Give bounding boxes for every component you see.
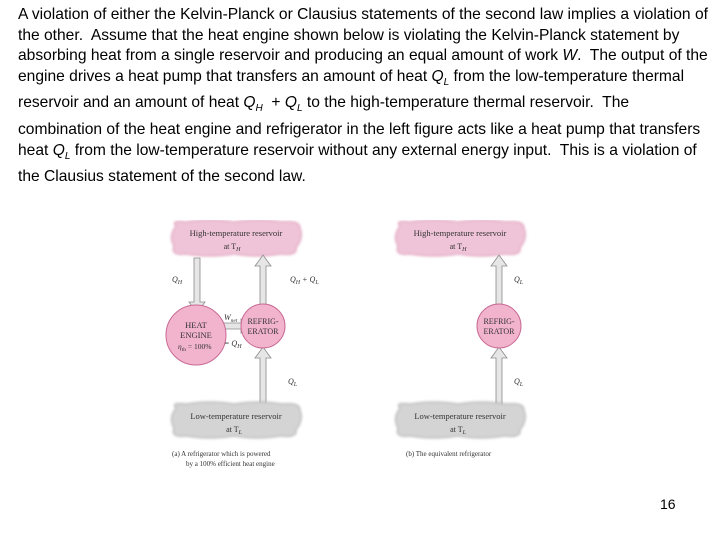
temp-text: at T	[449, 242, 463, 251]
figure-b	[395, 220, 525, 458]
symbol-subscript: L	[443, 76, 450, 88]
temp-subscript: L	[462, 430, 466, 436]
temp-subscript: L	[238, 430, 242, 436]
caption-a-line1: (a) A refrigerator which is powered	[172, 450, 271, 458]
q-sub: L	[519, 280, 524, 286]
text-run: . The output of the engine drives a heat pump that transfers an amount of heat	[18, 47, 713, 85]
label-eq-qh	[224, 339, 242, 350]
symbol-letter: Q	[243, 94, 256, 112]
arrow-qh-plus-ql-up	[255, 255, 271, 307]
symbol-QL	[431, 67, 450, 88]
eta-subscript: th	[181, 347, 187, 353]
arrow-ql-up-bottom-b	[491, 347, 507, 405]
refrigerator-b	[477, 304, 521, 348]
label-ql-top-b	[514, 275, 524, 286]
refrigerator-a	[241, 304, 285, 348]
q: Q	[514, 377, 520, 386]
temp-text: at T	[450, 425, 463, 434]
temp-subscript: H	[462, 247, 467, 253]
q-sub: L	[293, 382, 298, 388]
refrigerator-line1: REFRIG-	[247, 317, 279, 326]
refrigerator-line2: ERATOR	[247, 327, 279, 336]
text-run: from the low-temperature reservoir without any external energy input. This is a violation of the Clausius statement of the second law.	[18, 141, 702, 186]
text-run: +	[262, 94, 285, 112]
symbol-letter: Q	[52, 141, 65, 159]
low-reservoir-label: Low-temperature reservoir	[190, 411, 282, 421]
figure-a	[166, 220, 319, 468]
plus-q: + Q	[300, 275, 316, 284]
temp-text: at T	[226, 425, 239, 434]
figure-svg	[150, 220, 550, 470]
symbol-subscript: H	[255, 103, 263, 115]
high-temp-reservoir-b	[395, 220, 525, 256]
q-sub: H	[177, 280, 183, 286]
symbol-subscript: L	[297, 103, 303, 115]
high-reservoir-label: High-temperature reservoir	[413, 228, 507, 238]
symbol-letter: Q	[431, 67, 444, 85]
caption-b: (b) The equivalent refrigerator	[406, 450, 492, 458]
w-sub: net	[230, 318, 238, 324]
q: Q	[514, 275, 520, 284]
low-temp-reservoir-b	[395, 402, 525, 438]
heat-engine-refrigerator-figure	[150, 220, 550, 470]
w: W	[224, 313, 231, 322]
symbol-QH	[243, 94, 263, 115]
label-qh-plus-ql	[290, 275, 319, 286]
low-reservoir-label: Low-temperature reservoir	[414, 411, 506, 421]
explanation-paragraph	[18, 5, 713, 188]
high-temp-reservoir-a	[171, 220, 301, 256]
q: Q	[172, 275, 178, 284]
q: Q	[288, 377, 294, 386]
temp-text: at T	[223, 242, 237, 251]
symbol-letter: Q	[284, 94, 298, 112]
text-run: to the high-temperature thermal reservoir. The combination of the heat engine and refrigerator in the left figure acts like a heat pump that transfers heat	[18, 94, 705, 159]
arrow-ql-up-top-b	[491, 255, 507, 307]
eq-q: = Q	[224, 339, 238, 348]
caption-a-line2: by a 100% efficient heat engine	[186, 460, 275, 468]
label-qh	[172, 275, 183, 286]
refrigerator-line1: REFRIG-	[483, 317, 515, 326]
heat-engine-line2: ENGINE	[180, 330, 212, 340]
label-ql-bottom-b	[514, 377, 524, 388]
low-temp-reservoir-a	[171, 402, 301, 438]
refrigerator-line2: ERATOR	[483, 327, 515, 336]
temp-subscript: H	[236, 247, 241, 253]
heat-engine	[166, 305, 226, 365]
page-number: 16	[660, 496, 676, 512]
symbol-subscript: L	[64, 150, 71, 162]
label-ql-a	[288, 377, 298, 388]
q-sub: H	[237, 344, 242, 350]
high-reservoir-label: High-temperature reservoir	[189, 228, 283, 238]
symbol-QL	[52, 141, 71, 162]
q: Q	[290, 275, 296, 284]
text-run: A violation of either the Kelvin-Planck or Clausius statements of the second law implies a violation of the other. Assume that the heat engine shown below is violating the Kelvin-Planck statement by absorbing heat from a single reservoir and producing an equal amount of work	[18, 6, 713, 65]
symbol-QL	[284, 94, 303, 115]
q-sub: H	[295, 280, 301, 286]
symbol-W: W	[562, 47, 578, 65]
eta: η	[178, 342, 182, 351]
q-sub: L	[519, 382, 524, 388]
arrow-ql-up-a	[255, 347, 271, 405]
q-sub: L	[315, 280, 319, 286]
eta-value: = 100%	[186, 342, 212, 351]
label-wnet	[224, 313, 238, 324]
heat-engine-line1: HEAT	[185, 320, 207, 330]
text-run: from the low-temperature thermal reservoir and an amount of heat	[18, 67, 689, 112]
